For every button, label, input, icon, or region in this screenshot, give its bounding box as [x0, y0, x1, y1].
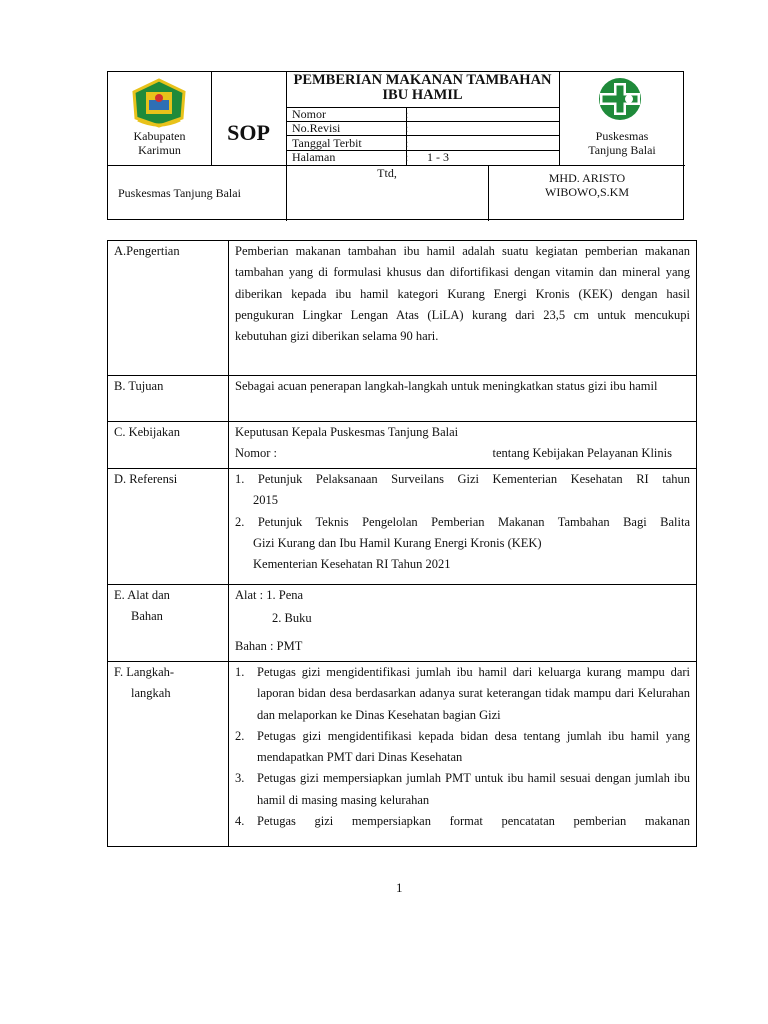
page-number: 1 [396, 880, 403, 895]
document-fields [292, 107, 558, 164]
field-tanggal-terbit: Tanggal Terbit : [292, 135, 409, 150]
text-pengertian: Pemberian makanan tambahan ibu hamil adalah suatu kegiatan pemberian makanan tambahan yang di formulasi khusus dan difortifikasi dengan vitamin dan mineral yang diberikan kepada ibu hamil kategori Kurang Energi Kronis (KEK) dengan hasil pengukuran Lingkar Lengan Atas (LiLA) kurang dari 23,5 cm untuk mencukupi kebutuhan gizi diberikan selama 90 hari. [235, 244, 690, 344]
alat-line2: 2. Buku [272, 611, 312, 626]
kebijakan-nomor: Nomor : [235, 446, 278, 461]
signature-label: Ttd, [377, 166, 397, 180]
alat-bahan-content [235, 585, 690, 657]
label-pengertian: A.Pengertian [114, 244, 180, 258]
langkah-list [235, 662, 690, 832]
regency-name-line1: Kabupaten [133, 129, 186, 143]
signer-name-line2: WIBOWO,S.KM [545, 185, 629, 199]
kebijakan-tentang: tentang Kebijakan Pelayanan Klinis [492, 446, 672, 461]
field-halaman: Halaman : 1 - 3 [292, 149, 449, 164]
referensi-item: 2. Petunjuk Teknis Pengelolan Pemberian Makanan Tambahan Bagi Balita Gizi Kurang dan Ibu Hamil Kurang Energi Kronis (KEK) Kementerian Kesehatan RI Tahun 2021 [235, 514, 690, 572]
divider [228, 241, 229, 846]
bahan-line: Bahan : PMT [235, 638, 303, 653]
sop-header-table [107, 71, 684, 220]
field-nomor: Nomor : [292, 107, 409, 121]
sop-title-line1: PEMBERIAN MAKANAN TAMBAHAN [293, 72, 552, 88]
referensi-list [235, 469, 690, 575]
alat-line1: Alat : 1. Pena [235, 588, 304, 602]
facility-name-line1: Puskesmas [595, 129, 649, 143]
puskesmas-cross-icon [586, 77, 654, 121]
kebijakan-line2 [235, 443, 690, 464]
regency-logo [124, 78, 194, 128]
facility-name-line2: Tanjung Balai [588, 143, 656, 157]
label-tujuan: B. Tujuan [114, 379, 164, 393]
label-langkah: F. Langkah- langkah [114, 665, 175, 701]
sop-label: SOP [227, 120, 270, 145]
langkah-item: 4. Petugas gizi mempersiapkan format pencatatan pemberian makanan [235, 814, 690, 829]
sop-title-line2: IBU HAMIL [382, 87, 463, 103]
field-revisi: No.Revisi : [292, 121, 409, 136]
label-referensi: D. Referensi [114, 472, 178, 486]
signer-name-line1: MHD. ARISTO [548, 171, 626, 185]
sop-content-table [107, 240, 697, 847]
langkah-item: 2. Petugas gizi mengidentifikasi kepada bidan desa tentang jumlah ibu hamil yang mendapatkan PMT dari Dinas Kesehatan [235, 728, 690, 765]
label-alat-bahan: E. Alat dan Bahan [114, 588, 170, 624]
kebijakan-line1: Keputusan Kepala Puskesmas Tanjung Balai [235, 425, 459, 439]
kebijakan-content [235, 422, 690, 465]
puskesmas-logo [586, 77, 654, 121]
label-kebijakan: C. Kebijakan [114, 425, 180, 439]
langkah-item: 3. Petugas gizi mempersiapkan jumlah PMT untuk ibu hamil sesuai dengan jumlah ibu hamil di masing masing kelurahan [235, 771, 690, 807]
langkah-item: 1. Petugas gizi mengidentifikasi jumlah ibu hamil dari keluarga kurang mampu dari laporan bidan desa berdasarkan adanya surat keterangan tidak mampu dari Kelurahan dan melaporkan ke Dinas Kesehatan bagian Gizi [235, 665, 690, 722]
regency-name-line2: Karimun [138, 143, 181, 157]
divider [211, 72, 212, 166]
footer-facility: Puskesmas Tanjung Balai [118, 186, 241, 200]
referensi-item: 1. Petunjuk Pelaksanaan Surveilans Gizi Kementerian Kesehatan RI tahun 2015 [235, 472, 690, 508]
text-tujuan: Sebagai acuan penerapan langkah-langkah untuk meningkatkan status gizi ibu hamil [235, 379, 658, 393]
regency-emblem-icon [124, 78, 194, 128]
